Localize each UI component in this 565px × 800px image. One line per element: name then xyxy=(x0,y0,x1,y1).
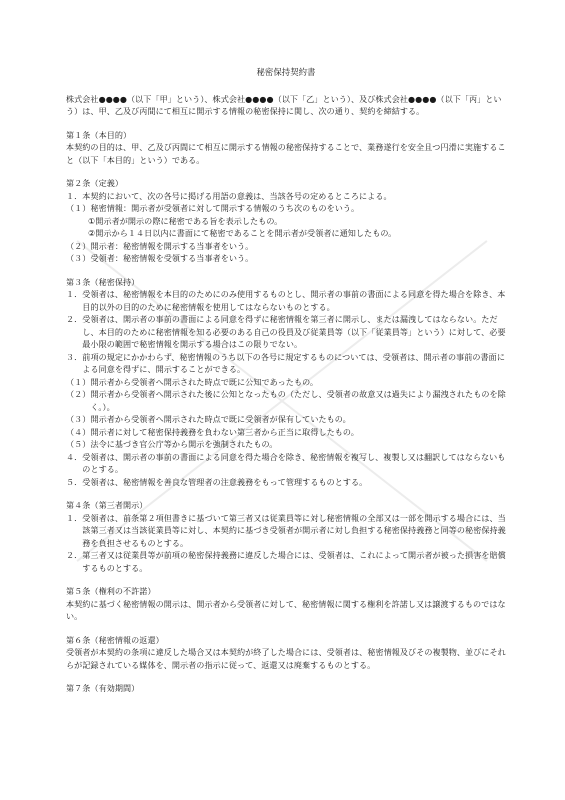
subclause-item xyxy=(66,413,506,426)
subclause-item xyxy=(66,202,506,215)
subclause-item xyxy=(66,438,506,451)
clause-number: ２． xyxy=(66,314,83,324)
subclause-text: 開示者に対して秘密保持義務を負わない第三者から正当に取得したもの。 xyxy=(90,426,359,437)
subclause-number: （４） xyxy=(66,426,91,437)
subclause-item xyxy=(66,240,506,253)
clause-item xyxy=(66,476,506,489)
clause-item xyxy=(66,190,506,203)
subclause-text: 開示者：秘密情報を開示する当事者をいう。 xyxy=(90,240,254,251)
article-body: 本契約の目的は、甲、乙及び丙間にて相互に開示する情報の秘密保持することで、業務遂行を安全且つ円滑に実施すること（以下「本目的」という）である。 xyxy=(66,142,506,165)
article-body: 本契約に基づく秘密情報の開示は、開示者から受領者に対して、秘密情報に関する権利を許諾し又は譲渡するものではない。 xyxy=(66,598,506,621)
clause-text: 第三者又は従業員等が前項の秘密保持義務に違反した場合には、受領者は、これによって開示者が被った損害を賠償するものとする。 xyxy=(82,550,506,573)
clause-text: 受領者は、前条第２項但書きに基づいて第三者又は従業員等に対し秘密情報の全部又は一部を開示する場合には、当該第三者又は当該従業員等に対し、本契約に基づき受領者が開示者に対し負担する秘密保持義務と同等の秘密保持義務を負担させるものとする。 xyxy=(82,512,506,548)
article-1 xyxy=(66,129,506,167)
clause-text: 受領者は、開示者の事前の書面による同意を得ずに秘密情報を第三者に開示し、または漏洩してはならない。ただし、本目的のために秘密情報を知る必要のある自己の役員及び従業員等（以下「従業員等」という）に対して、必要最小限の範囲で秘密情報を開示する場合はこの限りでない。 xyxy=(82,314,506,349)
article-4 xyxy=(66,499,506,574)
subclause-text: 開示者から受領者へ開示された時点で既に公知であったもの。 xyxy=(90,376,319,387)
clause-item xyxy=(66,351,506,376)
subclause-item xyxy=(66,376,506,389)
article-heading: 第３条（秘密保持） xyxy=(66,276,140,287)
clause-item xyxy=(66,288,506,313)
clause-number: ２． xyxy=(66,550,83,560)
clause-text: 受領者は、秘密情報を本目的のためにのみ使用するものとし、開示者の事前の書面による同意を得た場合を除き、本目的以外の目的のために秘密情報を使用してはならないものとする。 xyxy=(82,289,506,312)
document-title: 秘密保持契約書 xyxy=(256,67,316,77)
article-heading: 第４条（第三者開示） xyxy=(66,500,148,510)
clause-text: 受領者は、秘密情報を善良な管理者の注意義務をもって管理するものとする。 xyxy=(82,476,368,487)
article-2 xyxy=(66,177,506,265)
article-3 xyxy=(66,276,506,489)
subclause-text: 法令に基づき官公庁等から開示を強制されたもの。 xyxy=(90,439,278,449)
subclause-number: （１） xyxy=(66,203,91,213)
subclause-number: （２） xyxy=(66,389,91,399)
clause-number: １． xyxy=(66,190,83,201)
subclause-number: （３） xyxy=(66,414,91,424)
article-heading: 第７条（有効期間） xyxy=(66,683,140,693)
article-heading: 第５条（権利の不許諾） xyxy=(66,586,156,596)
clause-text: 本契約において、次の各号に掲げる用語の意義は、当該各号の定めるところによる。 xyxy=(82,190,392,201)
subclause-item xyxy=(66,252,506,265)
clause-item xyxy=(66,512,506,550)
article-6 xyxy=(66,634,506,672)
article-5 xyxy=(66,585,506,623)
article-heading: 第２条（定義） xyxy=(66,178,124,188)
clause-text: 前項の規定にかかわらず、秘密情報のうち以下の各号に規定するものについては、受領者は、開示者の事前の書面による同意を得ずに、開示することができる。 xyxy=(82,351,505,374)
clause-number: ３． xyxy=(66,351,83,362)
clause-number: １． xyxy=(66,289,83,299)
sub-subclause: ②開示から１４日以内に書面にて秘密であることを開示者が受領者に通知したもの。 xyxy=(88,228,397,238)
sub-subclause: ①開示者が開示の際に秘密である旨を表示したもの。 xyxy=(88,215,283,226)
subclause-item xyxy=(66,426,506,439)
subclause-text: 開示者から受領者へ開示された後に公知となったもの（ただし、受領者の故意又は過失により漏洩されたものを除く。）。 xyxy=(90,389,506,412)
clause-number: １． xyxy=(66,512,83,523)
subclause-number: （３） xyxy=(66,253,91,263)
subclause-number: （５） xyxy=(66,439,91,449)
clause-item xyxy=(66,549,506,574)
subclause-text: 秘密情報：開示者が受領者に対して開示する情報のうち次のものをいう。 xyxy=(90,203,360,213)
subclause-number: （１） xyxy=(66,376,91,387)
subclause-item xyxy=(66,388,506,413)
clause-number: ４． xyxy=(66,451,83,462)
preamble: 株式会社●●●●（以下「甲」という）、株式会社●●●●（以下「乙」という）、及び株式会社●●●●（以下「丙」という）は、甲、乙及び丙間にて相互に開示する情報の秘密保持に関し、次の通り、契約を締結する。 xyxy=(66,93,502,116)
article-heading: 第１条（本目的） xyxy=(66,129,132,140)
clause-item xyxy=(66,313,506,351)
clause-item xyxy=(66,451,506,476)
article-body: 受領者が本契約の条項に違反した場合又は本契約が終了した場合には、受領者は、秘密情報及びその複製物、並びにそれらが記録されている媒体を、開示者の指示に従って、返還又は廃棄するものとする。 xyxy=(66,647,506,670)
clause-text: 受領者は、開示者の事前の書面による同意を得た場合を除き、秘密情報を複写し、複製し又は翻訳してはならないものとする。 xyxy=(82,451,506,474)
clause-number: ５． xyxy=(66,476,83,487)
subclause-text: 開示者から受領者へ開示された時点で既に受領者が保有していたもの。 xyxy=(90,414,351,424)
subclause-number: （２） xyxy=(66,240,91,251)
subclause-text: 受領者：秘密情報を受領する当事者をいう。 xyxy=(90,253,254,263)
article-heading: 第６条（秘密情報の返還） xyxy=(66,634,164,645)
article-7 xyxy=(66,682,506,695)
document-page xyxy=(66,66,506,695)
